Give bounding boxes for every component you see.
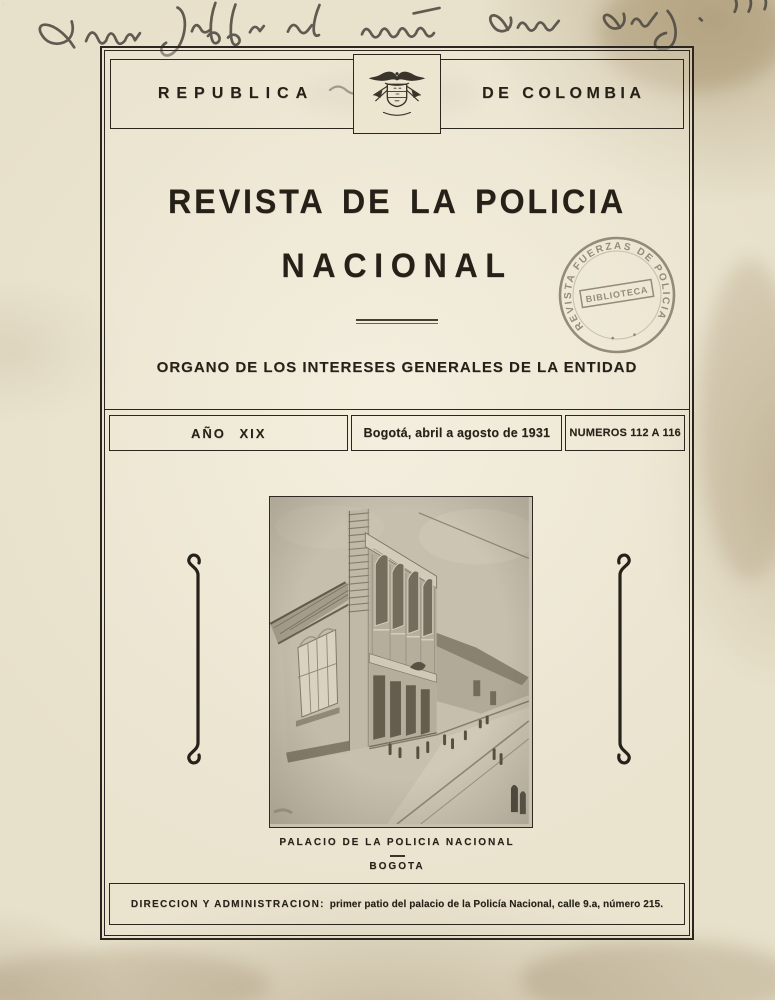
footer-text: primer patio del palacio de la Policía Nacional, calle 9.a, número 215. bbox=[329, 898, 664, 910]
header-cell-right bbox=[440, 60, 683, 128]
stamp-ring-text: REVISTA FUERZAS DE POLICIA bbox=[562, 240, 672, 333]
paper-stain bbox=[520, 940, 775, 1000]
issue-numbers-cell: NUMEROS 112 A 116 bbox=[565, 415, 685, 451]
footer-address-box bbox=[109, 883, 685, 925]
photo-caption-line-1: PALACIO DE LA POLICIA NACIONAL bbox=[279, 837, 515, 848]
library-stamp bbox=[544, 222, 690, 368]
photo-caption-line-2: BOGOTA bbox=[369, 861, 425, 872]
colombia-coat-of-arms-icon bbox=[366, 66, 428, 122]
issue-bar-top-rule bbox=[105, 409, 689, 410]
magazine-title-line-2: NACIONAL bbox=[281, 247, 513, 285]
title-divider-rule bbox=[356, 319, 438, 324]
emblem-box bbox=[353, 54, 441, 134]
header-right-label: DE COLOMBIA bbox=[482, 85, 646, 102]
stamp-center-text: BIBLIOTECA bbox=[585, 284, 649, 305]
police-palace-photo-illustration bbox=[270, 497, 529, 824]
header-band bbox=[110, 59, 684, 129]
masthead-subtitle: ORGANO DE LOS INTERESES GENERALES DE LA ENTIDAD bbox=[156, 359, 638, 376]
paper-stain bbox=[0, 950, 270, 1000]
cover-photograph bbox=[269, 496, 533, 828]
issue-bar bbox=[109, 415, 685, 451]
issue-date-cell: Bogotá, abril a agosto de 1931 bbox=[351, 415, 562, 451]
header-cell-left bbox=[111, 60, 354, 128]
caption-dash bbox=[390, 855, 405, 857]
right-scroll-ornament bbox=[607, 551, 633, 767]
footer-label: DIRECCION Y ADMINISTRACION: bbox=[130, 898, 325, 910]
page-frame bbox=[100, 46, 694, 940]
page-frame-inner bbox=[104, 50, 690, 936]
left-scroll-ornament bbox=[185, 551, 211, 767]
header-cell-emblem bbox=[354, 60, 440, 128]
issue-year-cell: AÑO XIX bbox=[109, 415, 348, 451]
paper-stain bbox=[700, 260, 775, 580]
header-left-label: REPUBLICA bbox=[157, 85, 315, 102]
magazine-title-line-1: REVISTA DE LA POLICIA bbox=[168, 183, 626, 221]
